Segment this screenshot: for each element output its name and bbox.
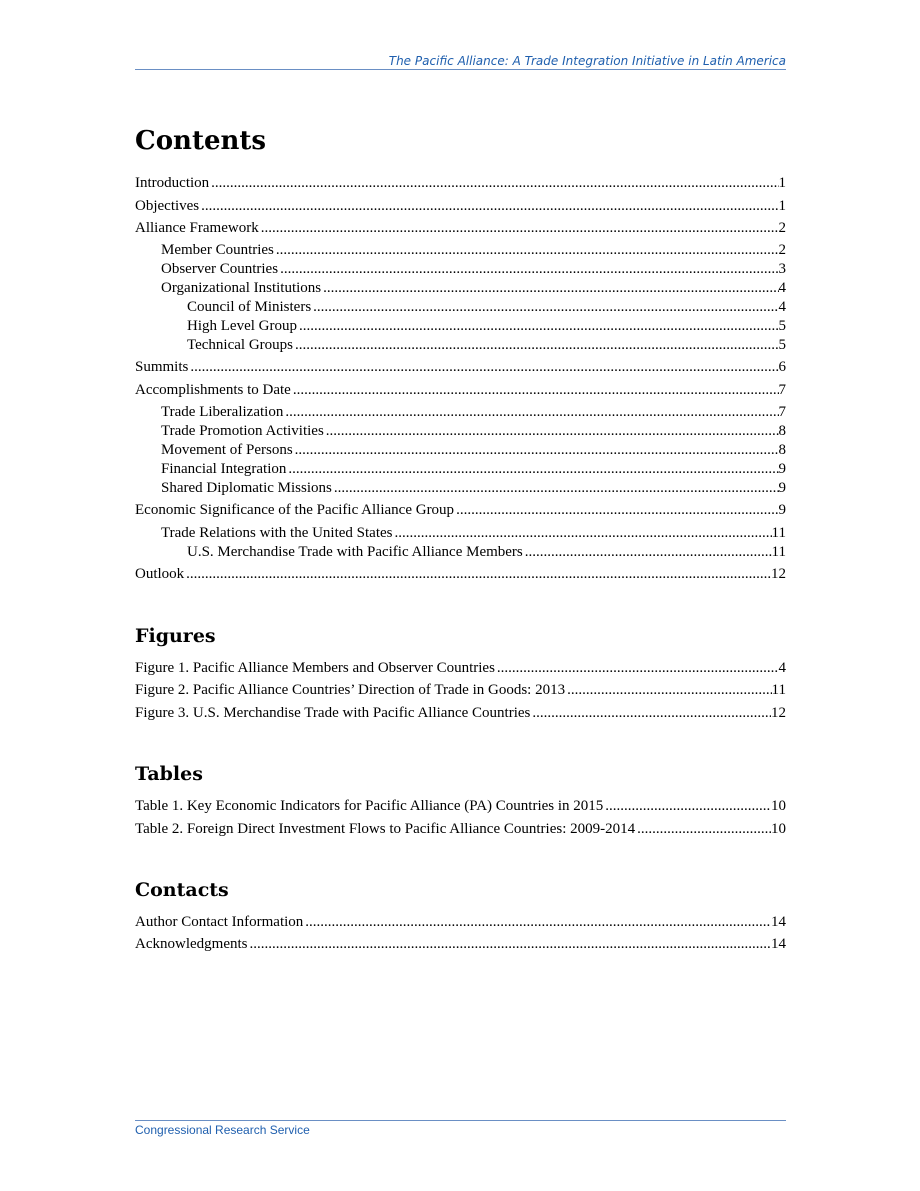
dot-leader [293,336,779,355]
dot-leader [454,501,778,520]
toc-entry-objectives[interactable] [135,197,786,216]
toc-entry-title: Outlook [135,566,185,582]
toc-entry-figure-3[interactable] [135,704,786,723]
toc-entry-title: Member Countries [161,242,274,258]
dot-leader [184,565,771,584]
toc-entry-page: 12 [771,705,786,721]
dot-leader [291,381,779,400]
toc-entry-title: Table 1. Key Economic Indicators for Pacific Alliance (PA) Countries in 2015 [135,798,604,814]
toc-entry-us-merchandise-trade[interactable] [187,543,786,562]
toc-entry-page: 9 [778,480,786,496]
toc-entry-table-1[interactable] [135,797,786,816]
toc-entry-accomplishments[interactable] [135,381,786,400]
dot-leader [293,441,779,460]
toc-entry-page: 1 [778,175,786,191]
dot-leader [332,479,779,498]
toc-entry-title: Figure 1. Pacific Alliance Members and Observer Countries [135,660,495,676]
toc-entry-introduction[interactable] [135,174,786,193]
dot-leader [530,704,771,723]
toc-entry-title: Trade Liberalization [161,404,284,420]
toc-entry-movement-of-persons[interactable] [161,441,786,460]
toc-entry-member-countries[interactable] [161,241,786,260]
toc-entry-title: Shared Diplomatic Missions [161,480,332,496]
toc-entry-page: 4 [778,660,786,676]
dot-leader [603,797,771,816]
toc-entry-title: Figure 3. U.S. Merchandise Trade with Pacific Alliance Countries [135,705,531,721]
toc-entry-acknowledgments[interactable] [135,935,786,954]
toc-entry-title: Summits [135,359,189,375]
toc-entry-outlook[interactable] [135,565,786,584]
toc-entry-title: High Level Group [187,318,297,334]
toc-entry-page: 11 [771,544,786,560]
toc-entry-author-contact[interactable] [135,913,786,932]
toc-entry-trade-liberalization[interactable] [161,403,786,422]
toc-entry-title: Accomplishments to Date [135,382,291,398]
dot-leader [393,524,772,543]
toc-entry-page: 11 [771,525,786,541]
toc-entry-financial-integration[interactable] [161,460,786,479]
toc-entry-page: 9 [778,502,786,518]
running-footer: Congressional Research Service [135,1123,310,1137]
header-divider [135,69,786,70]
running-header: The Pacific Alliance: A Trade Integration Initiative in Latin America [388,54,786,68]
dot-leader [495,659,779,678]
dot-leader [247,935,771,954]
toc-entry-title: Observer Countries [161,261,279,277]
contacts-heading: Contacts [135,879,229,901]
toc-entry-title: Trade Promotion Activities [161,423,324,439]
toc-entry-page: 14 [771,914,786,930]
toc-entry-page: 14 [771,936,786,952]
contents-heading: Contents [135,126,267,156]
toc-entry-page: 2 [778,242,786,258]
dot-leader [286,460,778,479]
dot-leader [274,241,779,260]
dot-leader [209,174,778,193]
toc-entry-page: 3 [778,261,786,277]
toc-entry-page: 5 [778,318,786,334]
toc-entry-observer-countries[interactable] [161,260,786,279]
toc-entry-summits[interactable] [135,358,786,377]
toc-entry-page: 8 [778,442,786,458]
dot-leader [635,820,771,839]
toc-entry-title: Figure 2. Pacific Alliance Countries’ Direction of Trade in Goods: 2013 [135,682,566,698]
dot-leader [278,260,778,279]
toc-entry-trade-promotion[interactable] [161,422,786,441]
toc-entry-title: Author Contact Information [135,914,304,930]
toc-entry-title: Trade Relations with the United States [161,525,393,541]
toc-entry-figure-1[interactable] [135,659,786,678]
toc-entry-high-level-group[interactable] [187,317,786,336]
toc-entry-title: U.S. Merchandise Trade with Pacific Alliance Members [187,544,523,560]
dot-leader [311,298,778,317]
toc-entry-page: 7 [778,404,786,420]
toc-entry-title: Technical Groups [187,337,293,353]
dot-leader [565,681,771,700]
tables-heading: Tables [135,763,203,785]
figures-heading: Figures [135,625,216,647]
toc-entry-title: Financial Integration [161,461,287,477]
toc-entry-title: Economic Significance of the Pacific Alliance Group [135,502,455,518]
toc-entry-title: Table 2. Foreign Direct Investment Flows to Pacific Alliance Countries: 2009-2014 [135,821,636,837]
toc-entry-table-2[interactable] [135,820,786,839]
toc-entry-economic-significance[interactable] [135,501,786,520]
toc-entry-page: 9 [778,461,786,477]
toc-entry-page: 5 [778,337,786,353]
toc-entry-page: 11 [771,682,786,698]
toc-entry-title: Alliance Framework [135,220,259,236]
toc-entry-page: 1 [778,198,786,214]
dot-leader [324,422,779,441]
dot-leader [303,913,771,932]
toc-entry-page: 12 [771,566,786,582]
dot-leader [523,543,772,562]
toc-entry-figure-2[interactable] [135,681,786,700]
dot-leader [283,403,778,422]
toc-entry-shared-diplomatic-missions[interactable] [161,479,786,498]
toc-entry-page: 2 [778,220,786,236]
toc-entry-page: 10 [771,821,786,837]
toc-entry-trade-relations-us[interactable] [161,524,786,543]
toc-entry-page: 4 [778,280,786,296]
toc-entry-page: 8 [778,423,786,439]
toc-entry-page: 10 [771,798,786,814]
dot-leader [188,358,778,377]
dot-leader [297,317,779,336]
toc-entry-title: Introduction [135,175,210,191]
toc-entry-title: Objectives [135,198,200,214]
toc-entry-page: 4 [778,299,786,315]
toc-entry-title: Acknowledgments [135,936,248,952]
toc-entry-page: 7 [778,382,786,398]
toc-entry-alliance-framework[interactable] [135,219,786,238]
dot-leader [199,197,778,216]
dot-leader [321,279,778,298]
toc-entry-organizational-institutions[interactable] [161,279,786,298]
toc-entry-council-of-ministers[interactable] [187,298,786,317]
toc-entry-technical-groups[interactable] [187,336,786,355]
toc-entry-page: 6 [778,359,786,375]
footer-divider [135,1120,786,1121]
dot-leader [259,219,779,238]
toc-entry-title: Organizational Institutions [161,280,322,296]
toc-entry-title: Council of Ministers [187,299,312,315]
toc-entry-title: Movement of Persons [161,442,293,458]
